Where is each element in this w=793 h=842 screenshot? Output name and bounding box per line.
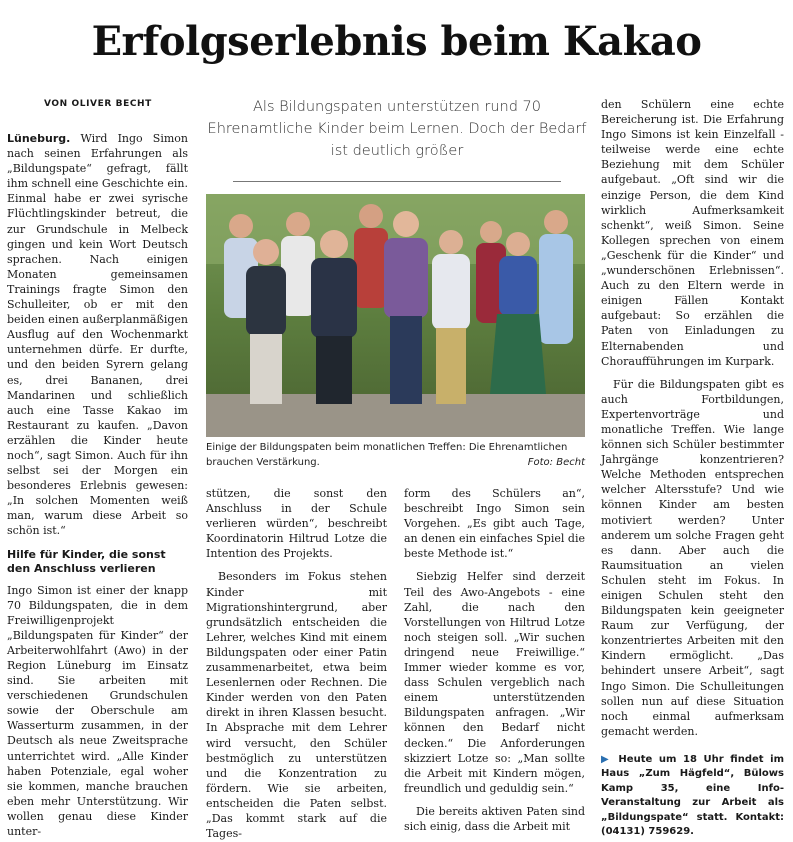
- article-column-1: [7, 131, 188, 839]
- byline: VON OLIVER BECHT: [44, 99, 152, 109]
- col3-paragraph-2: Siebzig Helfer sind derzeit Teil des Awo-Angebots - eine Zahl, die nach den Vorstellungen von Hiltrud Lotze noch steigen soll. „Wir suchen dringend neue Freiwillige.“ Immer wieder komme es vor, dass Schulen vergeblich nach einem unterstützenden Bildungspaten anfragen. „Wir können den Bedarf nicht decken.“ Die Anforderungen skizziert Lotze so: „Man sollte die Arbeit mit Kindern mögen, freundlich und geduldig sein.“: [404, 570, 585, 795]
- col1-paragraph-2: Ingo Simon ist einer der knapp 70 Bildungspaten, die in dem Freiwilligenprojekt „Bildungspaten für Kinder“ der Arbeiterwohlfahrt (Awo) in der Region Lüneburg im Einsatz sind. Sie arbeiten mit verschiedenen Grundschulen sowie der Oberschule am Wasserturm zusammen, in der Deutsch als neue Zweitsprache unterrichtet wird. „Alle Kinder haben Potenziale, egal woher sie kommen, manche brauchen eben mehr Unterstützung. Wir wollen genau diese Kinder unter-: [7, 583, 188, 839]
- col3-paragraph-3: Die bereits aktiven Paten sind sich einig, dass die Arbeit mit: [404, 804, 585, 833]
- col1-paragraph-1: Wird Ingo Simon nach seinen Erfahrungen als „Bildungspate“ gefragt, fällt ihm schnell eine Geschichte ein. Einmal habe er zwei syrische Flüchtlingskinder betreut, die zur Grundschule in Melbeck gingen und kein Wort Deutsch sprachen. Nach einigen Monaten gemeinsamen Trainings fragte Simon den Schulleiter, ob er mit den beiden einen außerplanmäßigen Ausflug auf den Wochenmarkt unternehmen dürfe. Er durfte, und den beiden Syrern gelang es, drei Bananen, drei Mandarinen und schließlich auch eine Tasse Kakao im Restaurant zu kaufen. „Davon erzählen die Kinder heute noch“, sagt Simon. Auch für ihn selbst sei der Morgen ein besonderes Erlebnis gewesen: „In solchen Momenten weiß man, warum diese Arbeit so schön ist.“: [7, 132, 188, 538]
- col4-paragraph-1: den Schülern eine echte Bereicherung ist. Die Erfahrung Ingo Simons ist kein Einzelfall - teilweise werde eine echte Beziehung mit dem Schüler aufgebaut. „Oft sind wir die einzige Person, die dem Kind wirklich Aufmerksamkeit schenkt“, weiß Simon. Seine Kollegen sprechen von einem „Geschenk für die Kinder“ und „wunderschönen Erlebnissen“. Auch zu den Eltern werde in einigen Fällen Kontakt aufgebaut: So erzählen die Paten von Einladungen zu Elternabenden und Choraufführungen im Kurpark.: [601, 98, 784, 368]
- col2-paragraph-1: stützen, die sonst den Anschluss in der Schule verlieren würden“, beschreibt Koordinatorin Hiltrud Lotze die Intention des Projekts.: [206, 487, 387, 561]
- col2-paragraph-2: Besonders im Fokus stehen Kinder mit Migrationshintergrund, aber grundsätzlich entscheiden die Lehrer, welches Kind mit einem Bildungspaten oder einer Patin zusammenarbeitet, etwa beim Lesenlernen oder Rechnen. Die Kinder werden von den Paten direkt in ihren Klassen besucht. In Absprache mit dem Lehrer wird versucht, den Schüler bestmöglich zu unterstützen und die Konzentration zu fördern. Wie sie arbeiten, entscheiden die Paten selbst. „Das kommt stark auf die Tages-: [206, 570, 387, 841]
- caption-text: Einige der Bildungspaten beim monatlichen Treffen: Die Ehrenamtlichen brauchen Verstärkung.: [206, 442, 568, 468]
- headline: Erfolgserlebnis beim Kakao: [91, 18, 702, 65]
- triangle-right-icon: ▶: [601, 753, 612, 765]
- group-photo: [206, 194, 585, 437]
- article-column-4: [601, 97, 784, 840]
- subhead: Als Bildungspaten unterstützen rund 70 Ehrenamtliche Kinder beim Lernen. Doch der Bedarf ist deutlich größer: [207, 99, 587, 159]
- photo-caption: [206, 441, 585, 470]
- info-text: Heute um 18 Uhr findet im Haus „Zum Hägfeld“, Bülows Kamp 35, eine Info-Veranstaltung zur Arbeit als „Bildungspate“ statt. Kontakt: (04131) 759629.: [601, 753, 784, 838]
- article-column-3: [404, 486, 585, 834]
- info-box: [601, 753, 784, 840]
- photo-credit: Foto: Becht: [527, 456, 585, 468]
- dateline: Lüneburg.: [7, 132, 71, 145]
- article-column-2: [206, 486, 387, 841]
- subhead-divider: [233, 181, 561, 182]
- col3-paragraph-1: form des Schülers an“, beschreibt Ingo Simon sein Vorgehen. „Es gibt auch Tage, an denen ein einfaches Spiel die beste Methode ist.“: [404, 487, 585, 561]
- col4-paragraph-2: Für die Bildungspaten gibt es auch Fortbildungen, Expertenvorträge und monatliche Treffen. Wie lange können sich Schüler bestimmter Jahrgänge konzentrieren? Welche Methoden entsprechen welcher Altersstufe? Und wie können Kinder am besten motiviert werden? Unter anderem um solche Fragen geht es dann. Aber auch die Raumsituation an vielen Schulen steht im Fokus. In einigen Schulen steht den Bildungspaten kein geeigneter Raum zur Verfügung, der konzentriertes Arbeiten mit den Kindern ermöglicht. „Das behindert unsere Arbeit“, sagt Ingo Simon. Die Schulleitungen sollen nun auf diese Situation noch einmal aufmerksam gemacht werden.: [601, 377, 784, 738]
- subheading: Hilfe für Kinder, die sonst den Anschluss verlieren: [7, 547, 166, 575]
